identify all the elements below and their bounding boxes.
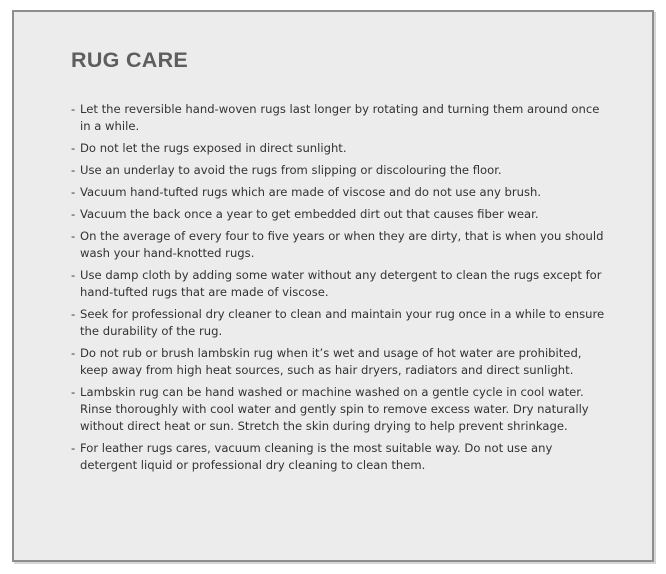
list-item: - Do not rub or brush lambskin rug when it’s wet and usage of hot water are prohibited, keep away from high heat sources, such as hair dryers, radiators and direct sunlight. (71, 345, 611, 379)
list-item: - Let the reversible hand-woven rugs last longer by rotating and turning them around once in a while. (71, 101, 611, 135)
care-instructions-list (71, 101, 611, 479)
list-item: - Vacuum hand-tufted rugs which are made of viscose and do not use any brush. (71, 184, 611, 201)
list-item: - Do not let the rugs exposed in direct sunlight. (71, 140, 611, 157)
page-title: RUG CARE (71, 48, 189, 72)
list-item: - Use damp cloth by adding some water without any detergent to clean the rugs except for hand-tufted rugs that are made of viscose. (71, 267, 611, 301)
list-item: - On the average of every four to five years or when they are dirty, that is when you should wash your hand-knotted rugs. (71, 228, 611, 262)
list-item: - Vacuum the back once a year to get embedded dirt out that causes fiber wear. (71, 206, 611, 223)
list-item: - Lambskin rug can be hand washed or machine washed on a gentle cycle in cool water. Rinse thoroughly with cool water and gently spin to remove excess water. Dry naturally without direct heat or sun. Stretch the skin during drying to help prevent shrinkage. (71, 384, 611, 435)
list-item: - Seek for professional dry cleaner to clean and maintain your rug once in a while to ensure the durability of the rug. (71, 306, 611, 340)
list-item: - For leather rugs cares, vacuum cleaning is the most suitable way. Do not use any detergent liquid or professional dry cleaning to clean them. (71, 440, 611, 474)
rug-care-panel (12, 10, 654, 562)
list-item: - Use an underlay to avoid the rugs from slipping or discolouring the floor. (71, 162, 611, 179)
